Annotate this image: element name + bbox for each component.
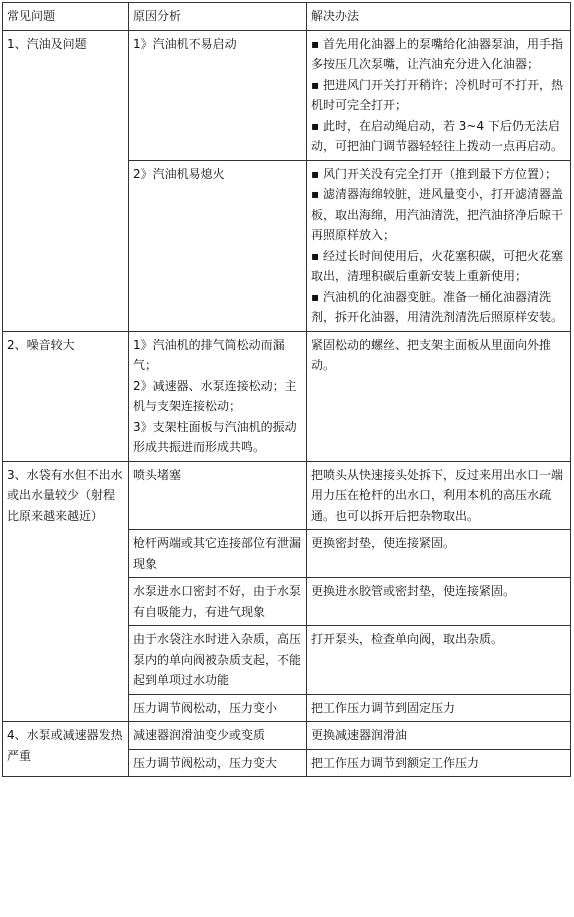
solution-item: ▪ 把进风门开关打开稍许；冷机时可不打开，热机时可完全打开； xyxy=(311,77,563,112)
solution-cell xyxy=(307,30,571,160)
header-problem: 常见问题 xyxy=(3,3,129,31)
table-row xyxy=(3,30,571,160)
analysis-item: 3》支架柱面板与汽油机的振动形成共振进而形成共鸣。 xyxy=(133,419,297,454)
solution-cell: 把工作压力调节到额定工作压力 xyxy=(307,749,571,777)
analysis-cell: 喷头堵塞 xyxy=(129,461,307,530)
analysis-cell: 压力调节阀松动，压力变大 xyxy=(129,749,307,777)
solution-item: ▪ 经过长时间使用后，火花塞积碳，可把火花塞取出，清理积碳后重新安装上重新使用； xyxy=(311,248,563,283)
solution-item: ▪ 首先用化油器上的泵嘴给化油器泵油，用手指多按压几次泵嘴，让汽油充分进入化油器； xyxy=(311,36,563,71)
header-analysis: 原因分析 xyxy=(129,3,307,31)
table-row xyxy=(3,331,571,461)
solution-cell: 更换减速器润滑油 xyxy=(307,722,571,750)
solution-item: ▪ 滤清器海绵较脏，进风量变小，打开滤清器盖板，取出海绵，用汽油清洗，把汽油挤净后晾干再照原样放入； xyxy=(311,187,564,242)
analysis-cell: 减速器润滑油变少或变质 xyxy=(129,722,307,750)
table-header-row xyxy=(3,3,571,31)
solution-item: ▪ 风门开关没有完全打开（推到最下方位置）； xyxy=(311,166,557,181)
solution-item: ▪ 汽油机的化油器变脏。准备一桶化油器清洗剂，拆开化油器，用清洗剂清洗后照原样安装。 xyxy=(311,289,564,324)
problem-cell: 4、水泵或减速器发热严重 xyxy=(3,722,129,777)
solution-cell: 更换密封垫，使连接紧固。 xyxy=(307,530,571,578)
troubleshooting-table xyxy=(2,2,571,777)
analysis-item: 2》减速器、水泵连接松动；主机与支架连接松动； xyxy=(133,378,297,413)
analysis-item: 1》汽油机的排气筒松动而漏气； xyxy=(133,337,285,372)
analysis-cell: 由于水袋注水时进入杂质，高压泵内的单向阀被杂质支起，不能起到单项过水功能 xyxy=(129,626,307,695)
solution-cell xyxy=(307,160,571,331)
problem-cell: 1、汽油及问题 xyxy=(3,30,129,331)
analysis-cell: 枪杆两端或其它连接部位有泄漏现象 xyxy=(129,530,307,578)
table-row xyxy=(3,722,571,750)
solution-cell: 把喷头从快速接头处拆下，反过来用出水口一端用力压在枪杆的出水口，利用本机的高压水疏通。也可以拆开后把杂物取出。 xyxy=(307,461,571,530)
solution-cell: 把工作压力调节到固定压力 xyxy=(307,694,571,722)
analysis-cell: 1》汽油机不易启动 xyxy=(129,30,307,160)
header-solution: 解决办法 xyxy=(307,3,571,31)
problem-cell: 2、噪音较大 xyxy=(3,331,129,461)
analysis-cell xyxy=(129,331,307,461)
table-row xyxy=(3,461,571,530)
solution-cell: 更换进水胶管或密封垫，使连接紧固。 xyxy=(307,578,571,626)
solution-item: ▪ 此时，在启动绳启动，若 3~4 下后仍无法启动，可把油门调节器轻轻往上拨动一点再启动。 xyxy=(311,118,564,153)
problem-cell: 3、水袋有水但不出水或出水量较少（射程比原来越来越近） xyxy=(3,461,129,722)
analysis-cell: 压力调节阀松动，压力变小 xyxy=(129,694,307,722)
analysis-cell: 水泵进水口密封不好，由于水泵有自吸能力，有进气现象 xyxy=(129,578,307,626)
solution-cell: 紧固松动的螺丝、把支架主面板从里面向外推动。 xyxy=(307,331,571,461)
solution-cell: 打开泵头，检查单向阀，取出杂质。 xyxy=(307,626,571,695)
analysis-cell: 2》汽油机易熄火 xyxy=(129,160,307,331)
